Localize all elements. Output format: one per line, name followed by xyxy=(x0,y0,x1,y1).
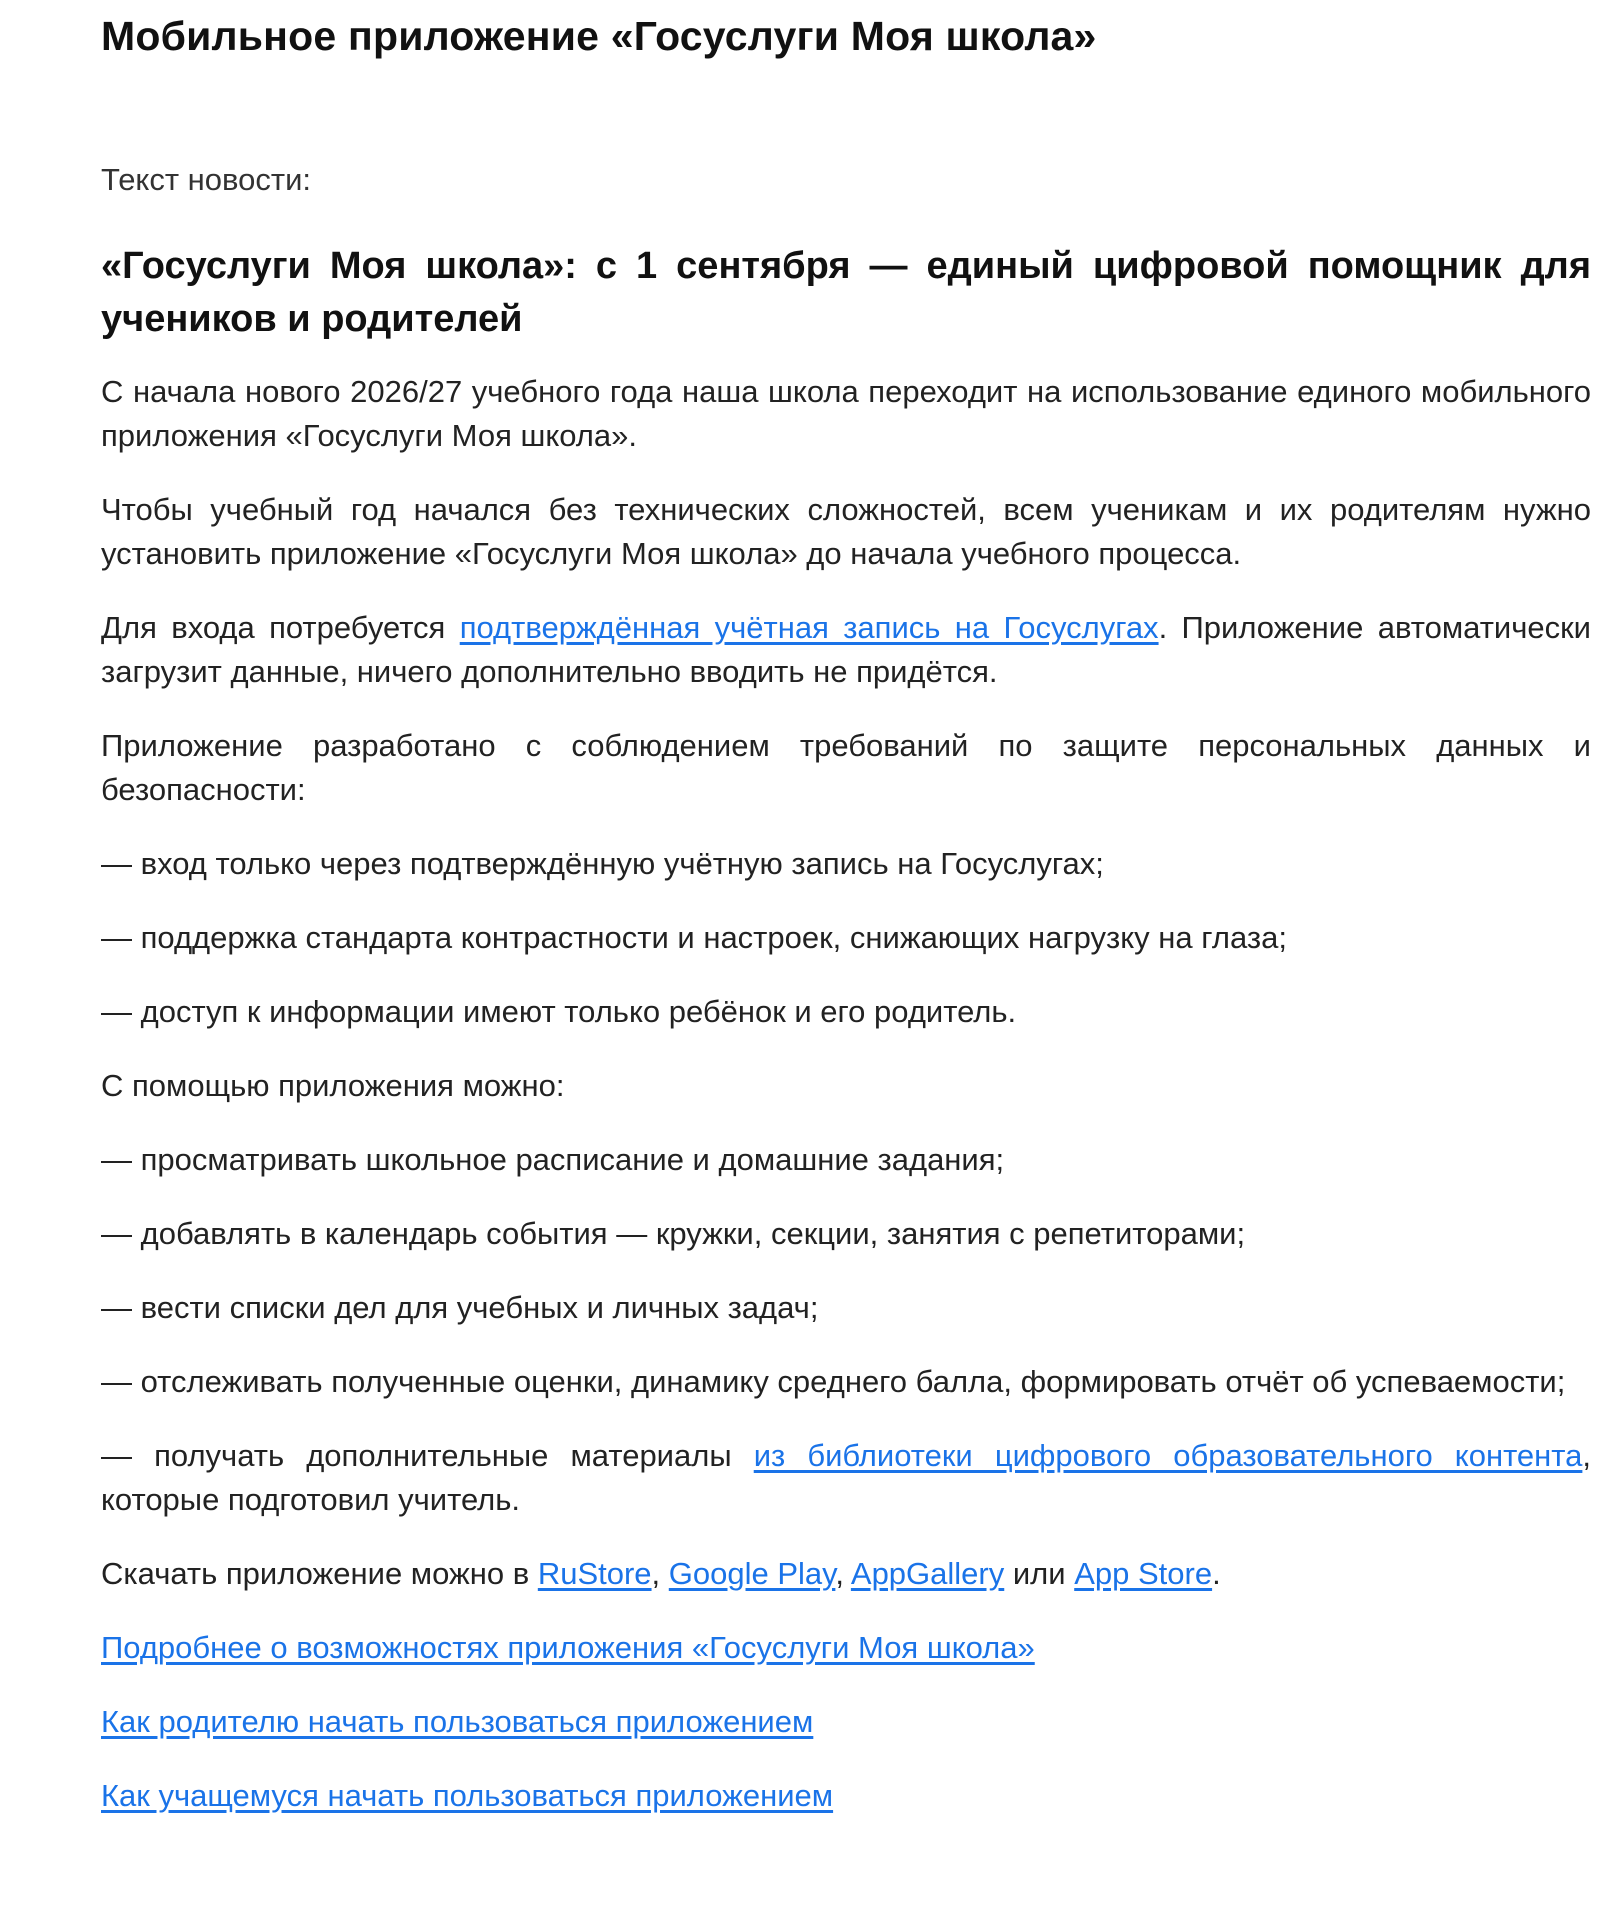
google-play-link[interactable]: Google Play xyxy=(668,1556,836,1591)
paragraph-install: Чтобы учебный год начался без технических сложностей, всем ученикам и их родителям нужно установить приложение «Госуслуги Моя школа» до начала учебного процесса. xyxy=(101,492,1591,571)
student-start-line xyxy=(101,1774,1591,1818)
rustore-link[interactable]: RuStore xyxy=(537,1556,652,1591)
list-item: — поддержка стандарта контрастности и настроек, снижающих нагрузку на глаза; xyxy=(101,920,1287,955)
download-end: . xyxy=(1212,1556,1221,1591)
paragraph-features: С помощью приложения можно: xyxy=(101,1068,565,1103)
paragraph-intro: С начала нового 2026/27 учебного года наша школа переходит на использование единого мобильного приложения «Госуслуги Моя школа». xyxy=(101,374,1591,453)
materials-text-before: — получать дополнительные материалы xyxy=(101,1438,754,1473)
list-item xyxy=(101,1434,1591,1522)
list-item: — вести списки дел для учебных и личных задач; xyxy=(101,1290,819,1325)
appgallery-link[interactable]: AppGallery xyxy=(850,1556,1005,1591)
news-label: Текст новости: xyxy=(101,162,312,197)
document-title: Мобильное приложение «Госуслуги Моя школа» xyxy=(101,13,1097,59)
list-item: — вход только через подтверждённую учётную запись на Госуслугах; xyxy=(101,846,1104,881)
news-heading: «Госуслуги Моя школа»: с 1 сентября — единый цифровой помощник для учеников и родителей xyxy=(101,245,1591,340)
list-item: — добавлять в календарь события — кружки, секции, занятия с репетиторами; xyxy=(101,1216,1246,1251)
list-item: — просматривать школьное расписание и домашние задания; xyxy=(101,1142,1005,1177)
login-text-after: . Приложение автоматически загрузит данные, ничего дополнительно вводить не придётся. xyxy=(101,610,1591,689)
parent-start-link[interactable]: Как родителю начать пользоваться приложением xyxy=(101,1704,814,1739)
document-page xyxy=(101,0,1591,1818)
materials-text-after: , которые подготовил учитель. xyxy=(101,1438,1591,1517)
download-or: или xyxy=(1004,1556,1075,1591)
paragraph-security: Приложение разработано с соблюдением требований по защите персональных данных и безопасности: xyxy=(101,728,1591,807)
gosuslugi-account-link[interactable]: подтверждённая учётная запись на Госуслугах xyxy=(459,610,1159,645)
app-store-link[interactable]: App Store xyxy=(1074,1556,1213,1591)
paragraph-login xyxy=(101,606,1591,694)
list-item: — доступ к информации имеют только ребёнок и его родитель. xyxy=(101,994,1017,1029)
student-start-link[interactable]: Как учащемуся начать пользоваться приложением xyxy=(101,1778,834,1813)
more-info-line xyxy=(101,1626,1591,1670)
download-separator: , xyxy=(651,1556,669,1591)
login-text-before: Для входа потребуется xyxy=(101,610,460,645)
list-item: — отслеживать полученные оценки, динамику среднего балла, формировать отчёт об успеваемости; xyxy=(101,1364,1566,1399)
more-info-link[interactable]: Подробнее о возможностях приложения «Госуслуги Моя школа» xyxy=(101,1630,1035,1665)
parent-start-line xyxy=(101,1700,1591,1744)
digital-library-link[interactable]: из библиотеки цифрового образовательного контента xyxy=(753,1438,1583,1473)
download-separator: , xyxy=(835,1556,851,1591)
download-text-before: Скачать приложение можно в xyxy=(101,1556,538,1591)
paragraph-download xyxy=(101,1552,1591,1596)
